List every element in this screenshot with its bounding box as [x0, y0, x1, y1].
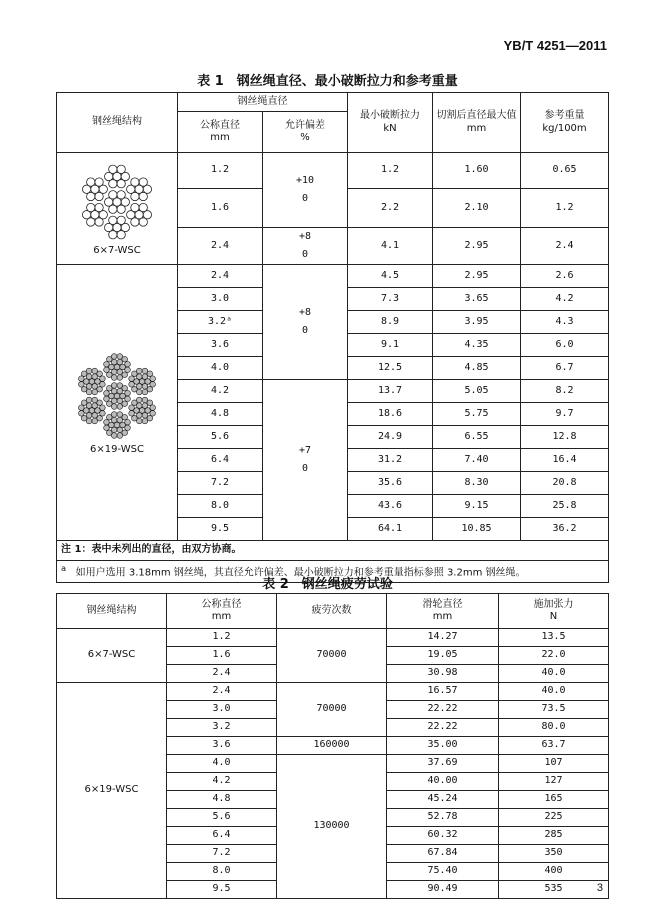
t2-g2-cycles-a: 70000 — [277, 683, 387, 737]
weight-label: 参考重量 — [544, 110, 585, 121]
t1-g2-r4-d: 4.0 — [178, 357, 263, 380]
tol-upper: +10 — [295, 175, 315, 186]
t1-g2-r8-f: 31.2 — [348, 449, 433, 472]
t2-g2-r2-d: 3.2 — [167, 719, 277, 737]
break-force-label: 最小破断拉力 — [360, 110, 420, 121]
t2-g1-r1-d: 1.6 — [167, 647, 277, 665]
t1-g2-r5-c: 5.05 — [433, 380, 521, 403]
rope-6x7-cell — [57, 153, 178, 265]
t2-g1-label: 6×7-WSC — [57, 629, 167, 683]
t2-g2-r7-p: 52.78 — [387, 809, 499, 827]
t1-g1-tol-a — [263, 153, 348, 228]
t2-header-nominal — [167, 594, 277, 629]
t1-g2-r10-w: 25.8 — [521, 495, 609, 518]
t1-g1-r2-w: 2.4 — [521, 228, 609, 265]
t1-g2-r4-f: 12.5 — [348, 357, 433, 380]
t2-g2-r5-p: 40.00 — [387, 773, 499, 791]
t2-g2-r0-t: 40.0 — [499, 683, 609, 701]
t1-g2-r7-c: 6.55 — [433, 426, 521, 449]
t1-g2-r11-c: 10.85 — [433, 518, 521, 541]
t2-g1-r2-t: 40.0 — [499, 665, 609, 683]
t2-g2-r2-p: 22.22 — [387, 719, 499, 737]
t2-g2-r7-t: 225 — [499, 809, 609, 827]
t1-g1-r2-c: 2.95 — [433, 228, 521, 265]
t2-g2-r7-d: 5.6 — [167, 809, 277, 827]
weight-unit: kg/100m — [542, 122, 587, 134]
t1-g2-r0-f: 4.5 — [348, 265, 433, 288]
t1-g2-r2-d: 3.2ᵃ — [178, 311, 263, 334]
t2-g1-r1-t: 22.0 — [499, 647, 609, 665]
t2-g2-r8-t: 285 — [499, 827, 609, 845]
t1-header-diameter-group: 钢丝绳直径 — [178, 93, 348, 112]
rope-6x19-cell — [57, 265, 178, 541]
cut-diameter-label: 切割后直径最大值 — [436, 110, 517, 121]
footnote-mark: a — [61, 563, 67, 574]
t1-g2-r1-d: 3.0 — [178, 288, 263, 311]
t2-g2-r6-t: 165 — [499, 791, 609, 809]
tol-lower: 0 — [301, 249, 309, 260]
t2-g2-r11-p: 90.49 — [387, 881, 499, 899]
t1-g2-r3-c: 4.35 — [433, 334, 521, 357]
t1-g2-r11-w: 36.2 — [521, 518, 609, 541]
t2-g2-r3-d: 3.6 — [167, 737, 277, 755]
t1-g2-r9-d: 7.2 — [178, 472, 263, 495]
t1-g2-r3-f: 9.1 — [348, 334, 433, 357]
t2-header-cycles: 疲劳次数 — [277, 594, 387, 629]
page-number: 3 — [596, 882, 603, 894]
t1-g2-r1-w: 4.2 — [521, 288, 609, 311]
t2-g2-r9-d: 7.2 — [167, 845, 277, 863]
pulley-unit: mm — [432, 611, 453, 622]
t1-g2-r1-c: 3.65 — [433, 288, 521, 311]
t1-g2-r10-d: 8.0 — [178, 495, 263, 518]
t1-g2-r8-c: 7.40 — [433, 449, 521, 472]
t1-header-break-force — [348, 93, 433, 153]
tolerance-label: 允许偏差 — [285, 119, 325, 131]
t2-g2-r6-p: 45.24 — [387, 791, 499, 809]
cut-diameter-unit: mm — [466, 122, 487, 134]
t1-g2-tol-a — [263, 265, 348, 380]
t1-g2-r11-d: 9.5 — [178, 518, 263, 541]
t2-g1-r1-p: 19.05 — [387, 647, 499, 665]
t2-g2-r11-t: 535 — [499, 881, 609, 899]
t1-g2-r3-d: 3.6 — [178, 334, 263, 357]
nominal-label: 公称直径 — [201, 598, 242, 610]
t2-g2-r8-p: 60.32 — [387, 827, 499, 845]
nominal-unit: mm — [211, 611, 232, 622]
t1-g2-r6-c: 5.75 — [433, 403, 521, 426]
t2-g2-r1-d: 3.0 — [167, 701, 277, 719]
t2-g2-cycles-c: 130000 — [277, 755, 387, 899]
t2-g2-r0-p: 16.57 — [387, 683, 499, 701]
table2 — [56, 593, 609, 899]
t2-g2-cycles-b: 160000 — [277, 737, 387, 755]
t2-g2-r3-p: 35.00 — [387, 737, 499, 755]
t1-g2-r8-d: 6.4 — [178, 449, 263, 472]
t1-g2-r10-f: 43.6 — [348, 495, 433, 518]
t1-g2-r0-c: 2.95 — [433, 265, 521, 288]
t2-g1-cycles: 70000 — [277, 629, 387, 683]
t1-g1-r2-f: 4.1 — [348, 228, 433, 265]
t1-g2-r9-c: 8.30 — [433, 472, 521, 495]
t1-g2-r10-c: 9.15 — [433, 495, 521, 518]
t2-g2-r6-d: 4.8 — [167, 791, 277, 809]
t1-g2-r8-w: 16.4 — [521, 449, 609, 472]
t1-g2-r4-c: 4.85 — [433, 357, 521, 380]
t2-g2-r4-d: 4.0 — [167, 755, 277, 773]
t1-g2-r2-c: 3.95 — [433, 311, 521, 334]
rope-6x7-label: 6×7-WSC — [93, 245, 141, 257]
tol-lower: 0 — [301, 325, 309, 336]
t2-header-pulley — [387, 594, 499, 629]
t1-g2-r5-f: 13.7 — [348, 380, 433, 403]
t1-g1-tol-b — [263, 228, 348, 265]
table2-caption: 表 2 钢丝绳疲劳试验 — [262, 577, 393, 592]
t2-g2-r5-d: 4.2 — [167, 773, 277, 791]
t1-g2-r1-f: 7.3 — [348, 288, 433, 311]
t1-g2-tol-b — [263, 380, 348, 541]
t2-g2-r3-t: 63.7 — [499, 737, 609, 755]
tol-lower: 0 — [301, 463, 309, 474]
t2-g2-r9-t: 350 — [499, 845, 609, 863]
t2-g2-r10-d: 8.0 — [167, 863, 277, 881]
t2-g2-r10-t: 400 — [499, 863, 609, 881]
t2-g2-r1-t: 73.5 — [499, 701, 609, 719]
t1-header-cut-diameter — [433, 93, 521, 153]
nominal-unit: mm — [210, 132, 230, 143]
table1-caption: 表 1 钢丝绳直径、最小破断拉力和参考重量 — [197, 74, 458, 89]
t1-g2-r0-w: 2.6 — [521, 265, 609, 288]
t1-header-tolerance — [263, 112, 348, 153]
t1-g2-r6-d: 4.8 — [178, 403, 263, 426]
t2-g1-r2-p: 30.98 — [387, 665, 499, 683]
rope-6x19-cross-section-icon — [69, 348, 165, 444]
tol-lower: 0 — [301, 193, 309, 204]
rope-6x19-label: 6×19-WSC — [90, 444, 144, 456]
t1-g1-r0-f: 1.2 — [348, 153, 433, 189]
t1-g1-r0-w: 0.65 — [521, 153, 609, 189]
tolerance-unit: % — [300, 132, 310, 143]
t1-g2-r7-w: 12.8 — [521, 426, 609, 449]
t2-g2-r11-d: 9.5 — [167, 881, 277, 899]
t1-g2-r4-w: 6.7 — [521, 357, 609, 380]
t2-g2-label: 6×19-WSC — [57, 683, 167, 899]
t1-g2-r5-d: 4.2 — [178, 380, 263, 403]
t2-g2-r0-d: 2.4 — [167, 683, 277, 701]
break-force-unit: kN — [383, 122, 397, 134]
t1-header-nominal — [178, 112, 263, 153]
t1-g2-r0-d: 2.4 — [178, 265, 263, 288]
tension-label: 施加张力 — [533, 598, 574, 610]
t1-header-structure: 钢丝绳结构 — [57, 93, 178, 153]
t1-note: 注 1：表中未列出的直径，由双方协商。 — [57, 541, 609, 561]
t1-g2-r3-w: 6.0 — [521, 334, 609, 357]
t2-g1-r0-p: 14.27 — [387, 629, 499, 647]
t1-footnote: 如用户选用 3.18mm 钢丝绳，其直径允许偏差、最小破断拉力和参考重量指标参照 3.2mm 钢丝绳。 — [75, 567, 526, 579]
t2-g2-r10-p: 75.40 — [387, 863, 499, 881]
t2-g2-r1-p: 22.22 — [387, 701, 499, 719]
t1-g2-r11-f: 64.1 — [348, 518, 433, 541]
tension-unit: N — [549, 611, 558, 622]
t1-g2-r7-f: 24.9 — [348, 426, 433, 449]
t1-header-weight — [521, 93, 609, 153]
t1-g1-r0-c: 1.60 — [433, 153, 521, 189]
nominal-label: 公称直径 — [200, 119, 240, 131]
t2-g2-r4-p: 37.69 — [387, 755, 499, 773]
t1-g1-r0-d: 1.2 — [178, 153, 263, 189]
t1-g2-r6-f: 18.6 — [348, 403, 433, 426]
t2-g2-r9-p: 67.84 — [387, 845, 499, 863]
t1-g2-r2-w: 4.3 — [521, 311, 609, 334]
t1-g2-r6-w: 9.7 — [521, 403, 609, 426]
t1-g1-r1-c: 2.10 — [433, 189, 521, 228]
tol-upper: +7 — [298, 445, 312, 456]
t2-g1-r0-t: 13.5 — [499, 629, 609, 647]
table1 — [56, 92, 609, 583]
t1-g1-r1-d: 1.6 — [178, 189, 263, 228]
t1-g2-r9-w: 20.8 — [521, 472, 609, 495]
t2-header-tension — [499, 594, 609, 629]
rope-6x7-cross-section-icon — [69, 159, 165, 245]
t2-g2-r5-t: 127 — [499, 773, 609, 791]
tol-upper: +8 — [298, 307, 312, 318]
t2-g1-r0-d: 1.2 — [167, 629, 277, 647]
t1-g1-r1-w: 1.2 — [521, 189, 609, 228]
t1-g2-r9-f: 35.6 — [348, 472, 433, 495]
t1-g1-r2-d: 2.4 — [178, 228, 263, 265]
t1-g2-r7-d: 5.6 — [178, 426, 263, 449]
t1-g2-r2-f: 8.9 — [348, 311, 433, 334]
t2-g2-r8-d: 6.4 — [167, 827, 277, 845]
t2-g2-r2-t: 80.0 — [499, 719, 609, 737]
pulley-label: 滑轮直径 — [422, 598, 463, 610]
standard-code: YB/T 4251—2011 — [503, 38, 607, 53]
t2-header-structure: 钢丝绳结构 — [57, 594, 167, 629]
t1-g1-r1-f: 2.2 — [348, 189, 433, 228]
t2-g1-r2-d: 2.4 — [167, 665, 277, 683]
t2-g2-r4-t: 107 — [499, 755, 609, 773]
tol-upper: +8 — [298, 231, 312, 242]
t1-g2-r5-w: 8.2 — [521, 380, 609, 403]
